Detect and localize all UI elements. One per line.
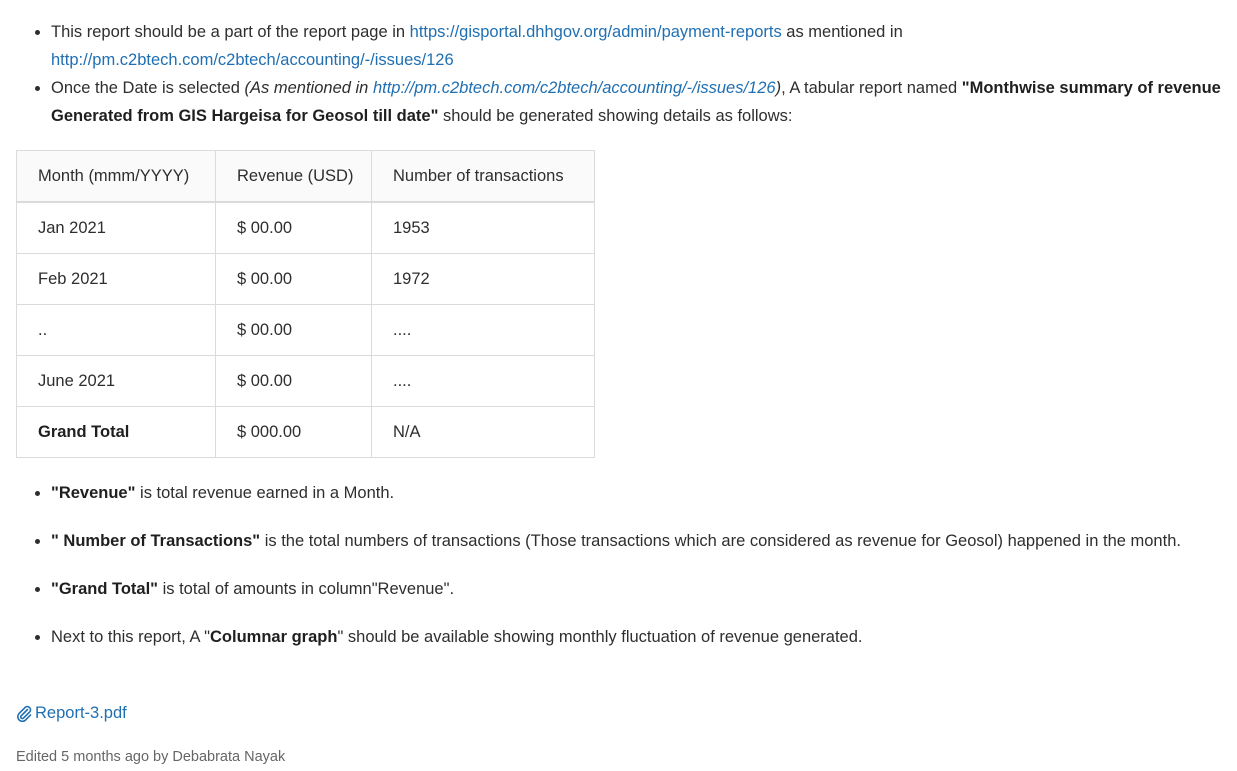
grand-total-transactions: N/A (372, 407, 595, 458)
table-row (17, 254, 595, 305)
italic-note (245, 79, 782, 97)
table-cell: $ 00.00 (216, 356, 372, 407)
term-grand-total: "Grand Total" (51, 580, 159, 598)
attachment (16, 700, 127, 726)
item-text: Once the Date is selected (51, 79, 245, 97)
paperclip-icon (16, 704, 32, 722)
grand-total-revenue: $ 000.00 (216, 407, 372, 458)
table-cell: 1953 (372, 202, 595, 254)
list-item (51, 527, 1237, 555)
table-row (17, 356, 595, 407)
issue-126-link[interactable]: http://pm.c2btech.com/c2btech/accounting/-/issues/126 (51, 51, 454, 69)
description-list (16, 18, 1237, 130)
list-item (51, 623, 1237, 651)
term-revenue: "Revenue" (51, 484, 136, 502)
italic-text: (As mentioned in (244, 79, 373, 97)
grand-total-label: Grand Total (17, 407, 216, 458)
payment-reports-link[interactable]: https://gisportal.dhhgov.org/admin/payment-reports (409, 23, 782, 41)
column-header-month: Month (mmm/YYYY) (17, 151, 216, 203)
issue-126-italic-link[interactable]: http://pm.c2btech.com/c2btech/accounting/-/issues/126 (372, 79, 776, 97)
table-row (17, 202, 595, 254)
definition-text: Next to this report, A " (51, 628, 211, 646)
grand-total-row (17, 407, 595, 458)
list-item (51, 575, 1237, 603)
table-cell: $ 00.00 (216, 254, 372, 305)
table-cell: .... (372, 356, 595, 407)
table-row (17, 305, 595, 356)
definition-text: " should be available showing monthly fluctuation of revenue generated. (337, 628, 863, 646)
definition-text: is total revenue earned in a Month. (135, 484, 395, 502)
edited-note: Edited 5 months ago by Debabrata Nayak (16, 749, 286, 765)
table-cell: $ 00.00 (216, 305, 372, 356)
column-header-revenue: Revenue (USD) (216, 151, 372, 203)
list-item (51, 18, 1237, 74)
table-cell: .... (372, 305, 595, 356)
definitions-list (16, 479, 1237, 671)
item-text: as mentioned in (781, 23, 903, 41)
italic-text: ) (775, 79, 782, 97)
definition-text: is the total numbers of transactions (Those transactions which are considered as revenue for Geosol) happened in the month. (260, 532, 1181, 550)
report-title: "Monthwise summary of revenue Generated from GIS Hargeisa for Geosol till date" (51, 79, 1221, 125)
definition-text: is total of amounts in column"Revenue". (158, 580, 455, 598)
item-text: , A tabular report named (781, 79, 962, 97)
table-cell: .. (17, 305, 216, 356)
column-header-transactions: Number of transactions (372, 151, 595, 203)
table-cell: June 2021 (17, 356, 216, 407)
attachment-link[interactable]: Report-3.pdf (35, 704, 127, 722)
list-item (51, 479, 1237, 507)
term-transactions: " Number of Transactions" (51, 532, 261, 550)
list-item (51, 74, 1237, 130)
item-text: should be generated showing details as follows: (438, 107, 793, 125)
revenue-summary-table (16, 150, 595, 458)
item-text: This report should be a part of the report page in (51, 23, 410, 41)
table-cell: $ 00.00 (216, 202, 372, 254)
term-columnar-graph: Columnar graph (210, 628, 338, 646)
table-cell: 1972 (372, 254, 595, 305)
table-header-row (17, 151, 595, 203)
table-cell: Jan 2021 (17, 202, 216, 254)
table-cell: Feb 2021 (17, 254, 216, 305)
